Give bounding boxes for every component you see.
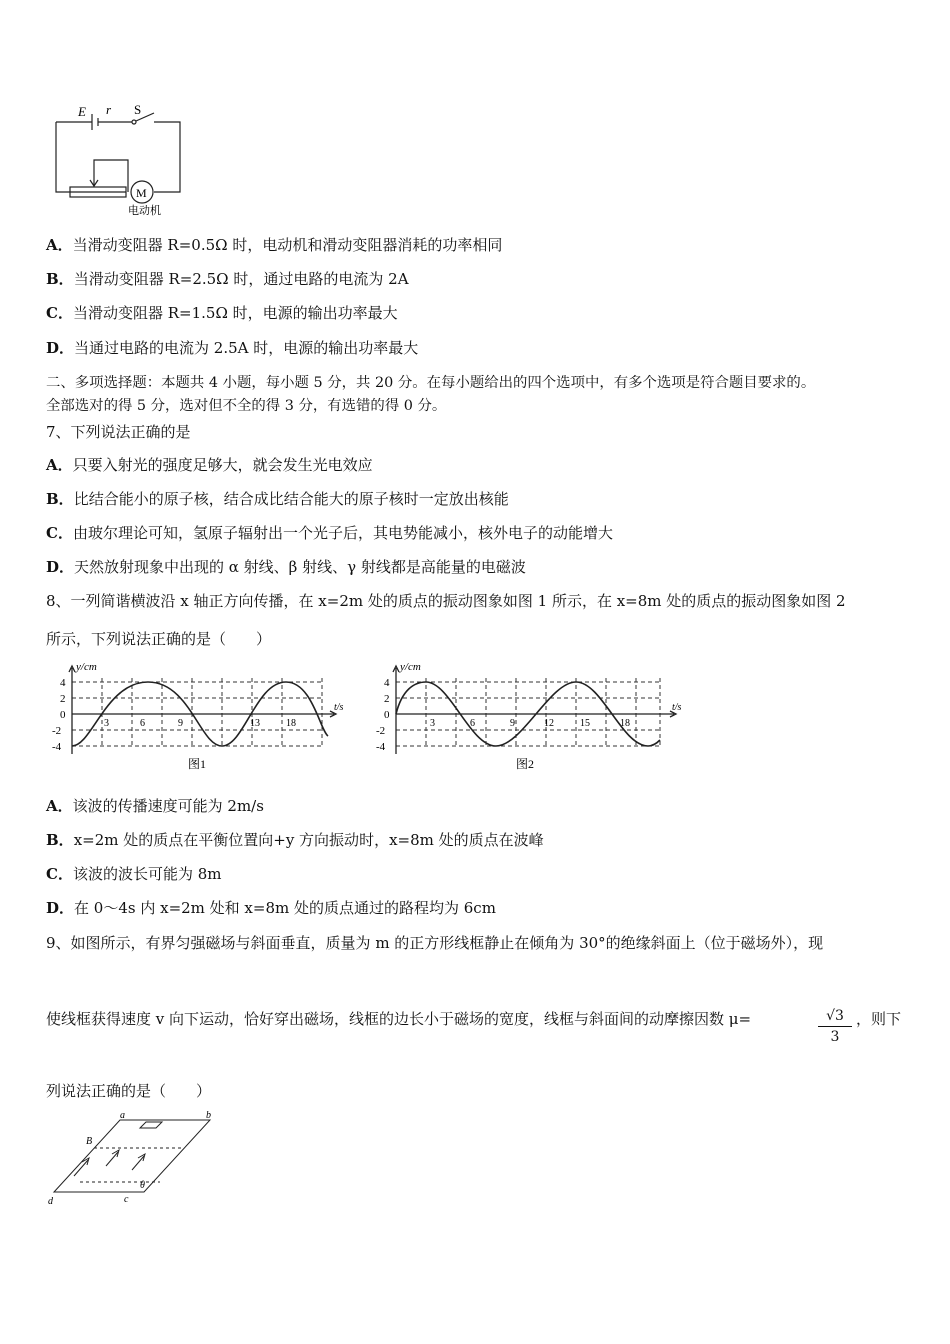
option-key: A． bbox=[46, 456, 73, 474]
q8-option-a bbox=[46, 795, 264, 817]
q8-stem-line1: 8、一列简谐横波沿 x 轴正方向传播，在 x=2m 处的质点的振动图象如图 1 所示，在 x=8m 处的质点的振动图象如图 2 bbox=[46, 592, 846, 610]
q6-option-a bbox=[46, 234, 502, 256]
option-key: A． bbox=[46, 797, 73, 815]
label-E: E bbox=[78, 104, 86, 119]
q9-stem-line3: 列说法正确的是（ ） bbox=[46, 1082, 212, 1100]
option-key: D． bbox=[46, 899, 75, 917]
motor-caption: 电动机 bbox=[128, 205, 161, 217]
fig1-ytick: 2 bbox=[60, 693, 66, 705]
label-r: r bbox=[106, 102, 112, 117]
fig2-ytick: -2 bbox=[376, 725, 386, 737]
fig1-xtick: 6 bbox=[140, 718, 145, 729]
fig1-xtick: 18 bbox=[286, 718, 296, 729]
fig1-xlabel: t/s bbox=[334, 702, 344, 713]
incline-magnetic-field-figure bbox=[44, 1108, 244, 1208]
q7-option-a bbox=[46, 454, 373, 476]
fig2-xtick: 12 bbox=[544, 718, 554, 729]
fig2-xtick: 15 bbox=[580, 718, 590, 729]
option-text: 该波的波长可能为 8m bbox=[72, 865, 222, 883]
fig2-xtick: 18 bbox=[620, 718, 630, 729]
option-text: 只要入射光的强度足够大，就会发生光电效应 bbox=[72, 456, 373, 474]
fraction-denominator: 3 bbox=[830, 1029, 840, 1045]
option-key: C． bbox=[46, 304, 73, 322]
figure1-vibration-graph bbox=[50, 660, 350, 772]
label-b: b bbox=[206, 1110, 211, 1121]
option-key: B． bbox=[46, 831, 74, 849]
fig2-xtick: 9 bbox=[510, 718, 515, 729]
option-key: D． bbox=[46, 339, 75, 357]
option-text: 由玻尔理论可知，氢原子辐射出一个光子后，其电势能减小，核外电子的动能增大 bbox=[72, 524, 613, 542]
q7-option-c bbox=[46, 522, 613, 544]
mu-fraction bbox=[818, 1006, 852, 1047]
option-text: x=2m 处的质点在平衡位置向+y 方向振动时，x=8m 处的质点在波峰 bbox=[73, 831, 544, 849]
fig2-ytick: 0 bbox=[384, 709, 390, 721]
label-S: S bbox=[134, 102, 142, 117]
fig2-xtick: 6 bbox=[470, 718, 475, 729]
option-key: C． bbox=[46, 524, 73, 542]
q8-option-c bbox=[46, 863, 222, 885]
q6-option-c bbox=[46, 302, 398, 324]
q8-option-b bbox=[46, 829, 544, 851]
fig1-ytick: -2 bbox=[52, 725, 62, 737]
fig1-xtick: 3 bbox=[104, 718, 109, 729]
q9-stem-line2b: ，则下 bbox=[856, 1010, 902, 1028]
fig2-ytick: -4 bbox=[376, 741, 386, 753]
q9-stem-line2a: 使线框获得速度 v 向下运动，恰好穿出磁场，线框的边长小于磁场的宽度，线框与斜面间的动摩擦因数 μ= bbox=[46, 1010, 752, 1028]
option-text: 当滑动变阻器 R=0.5Ω 时，电动机和滑动变阻器消耗的功率相同 bbox=[72, 236, 503, 254]
option-text: 比结合能小的原子核，结合成比结合能大的原子核时一定放出核能 bbox=[73, 490, 509, 508]
q6-option-b bbox=[46, 268, 409, 290]
fig1-xtick: 13 bbox=[250, 718, 260, 729]
option-text: 在 0～4s 内 x=2m 处和 x=8m 处的质点通过的路程均为 6cm bbox=[74, 899, 496, 917]
fraction-numerator: √3 bbox=[818, 1006, 852, 1027]
label-c: c bbox=[124, 1194, 129, 1205]
label-a: a bbox=[120, 1110, 125, 1121]
fig2-ylabel: y/cm bbox=[400, 661, 421, 673]
label-d: d bbox=[48, 1196, 53, 1207]
fig1-ytick: 0 bbox=[60, 709, 66, 721]
option-key: B． bbox=[46, 270, 74, 288]
label-M: M bbox=[136, 186, 147, 200]
fig2-xlabel: t/s bbox=[672, 702, 682, 713]
q7-option-b bbox=[46, 488, 509, 510]
q8-option-d bbox=[46, 897, 496, 919]
section2-line1: 二、多项选择题：本题共 4 小题，每小题 5 分，共 20 分。在每小题给出的四个选项中，有多个选项是符合题目要求的。 bbox=[46, 375, 816, 391]
q9-stem-line1: 9、如图所示，有界匀强磁场与斜面垂直，质量为 m 的正方形线框静止在倾角为 30°的绝缘斜面上（位于磁场外），现 bbox=[46, 934, 824, 952]
q7-stem: 7、下列说法正确的是 bbox=[46, 423, 191, 441]
option-key: B． bbox=[46, 490, 74, 508]
option-text: 该波的传播速度可能为 2m/s bbox=[72, 797, 264, 815]
q6-option-d bbox=[46, 337, 418, 359]
fig1-ytick: -4 bbox=[52, 741, 62, 753]
fig2-ytick: 2 bbox=[384, 693, 390, 705]
q7-option-d bbox=[46, 556, 526, 578]
option-text: 当滑动变阻器 R=1.5Ω 时，电源的输出功率最大 bbox=[72, 304, 398, 322]
fig2-xtick: 3 bbox=[430, 718, 435, 729]
q8-stem-line2: 所示，下列说法正确的是（ ） bbox=[46, 630, 272, 648]
option-key: A． bbox=[46, 236, 73, 254]
figure2-vibration-graph bbox=[374, 660, 694, 772]
section2-line2: 全部选对的得 5 分，选对但不全的得 3 分，有选错的得 0 分。 bbox=[46, 398, 447, 414]
fig2-caption: 图2 bbox=[516, 757, 535, 771]
option-key: D． bbox=[46, 558, 75, 576]
fig1-caption: 图1 bbox=[188, 757, 207, 771]
fig2-ytick: 4 bbox=[384, 677, 390, 689]
label-B: B bbox=[86, 1136, 93, 1147]
option-text: 当滑动变阻器 R=2.5Ω 时，通过电路的电流为 2A bbox=[73, 270, 409, 288]
option-text: 当通过电路的电流为 2.5A 时，电源的输出功率最大 bbox=[74, 339, 419, 357]
option-key: C． bbox=[46, 865, 73, 883]
label-theta: θ bbox=[140, 1180, 145, 1191]
fig1-ytick: 4 bbox=[60, 677, 66, 689]
fig1-ylabel: y/cm bbox=[76, 661, 97, 673]
fig1-xtick: 9 bbox=[178, 718, 183, 729]
option-text: 天然放射现象中出现的 α 射线、β 射线、γ 射线都是高能量的电磁波 bbox=[74, 558, 526, 576]
